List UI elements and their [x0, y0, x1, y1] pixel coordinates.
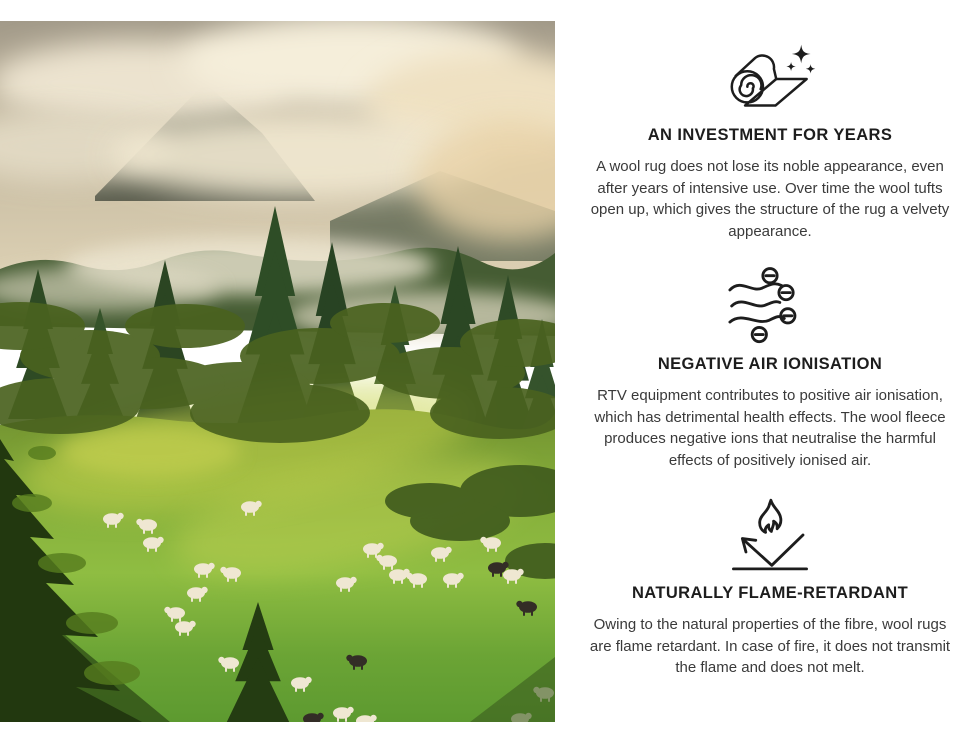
meadow-photo: [0, 21, 555, 722]
negative-ions-air-icon: [720, 269, 820, 347]
feature-heading: NATURALLY FLAME-RETARDANT: [631, 584, 909, 602]
rug-roll-sparkle-icon: [711, 40, 829, 118]
feature-ionisation: [584, 269, 956, 471]
feature-heading: NEGATIVE AIR IONISATION: [657, 355, 883, 373]
feature-investment: [584, 40, 956, 242]
flame-deflect-icon: [720, 498, 820, 576]
feature-body: A wool rug does not lose its noble appearance, even after years of intensive use. Over time the wool tufts open up, which gives the structure of the rug a velvety appearance.: [590, 158, 950, 240]
feature-column: [584, 40, 956, 679]
meadow-photo-art: [0, 21, 555, 722]
feature-body: Owing to the natural properties of the fibre, wool rugs are flame retardant. In case of fire, it does not transmit the flame and does not melt.: [589, 616, 951, 676]
feature-heading: AN INVESTMENT FOR YEARS: [647, 126, 893, 144]
feature-flame: [584, 498, 956, 679]
feature-body: RTV equipment contributes to positive air ionisation, which has detrimental health effects. The wool fleece produces negative ions that neutralise the harmful effects of positively ionised air.: [594, 387, 946, 469]
